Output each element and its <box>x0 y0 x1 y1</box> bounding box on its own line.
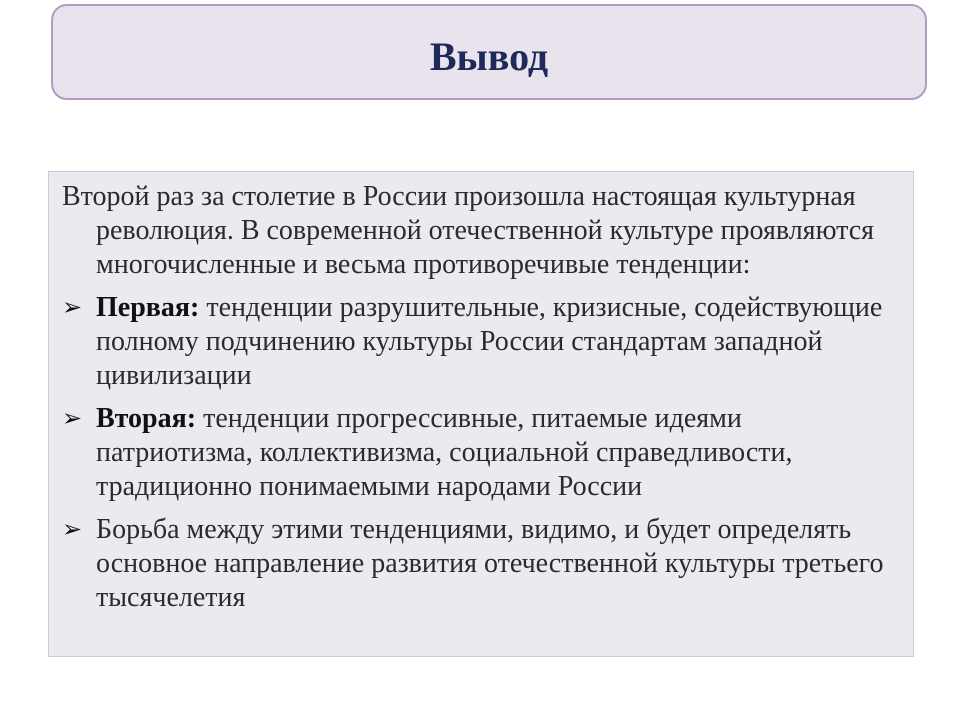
bullet-lead: Вторая: <box>96 403 197 434</box>
bullet-item-second <box>62 402 899 504</box>
bullet-lead: Первая: <box>96 292 200 323</box>
arrow-bullet-icon: ➢ <box>62 406 83 432</box>
bullet-item-third <box>62 513 899 615</box>
bullet-text: тенденции прогрессивные, питаемые идеями патриотизма, коллективизма, социальной справедливости, традиционно понимаемыми народами России <box>96 403 793 502</box>
bullet-item-first <box>62 291 899 393</box>
slide-content-box <box>48 171 914 657</box>
slide-title-box <box>51 4 927 100</box>
arrow-bullet-icon: ➢ <box>62 295 83 321</box>
arrow-bullet-icon: ➢ <box>62 517 83 543</box>
bullet-text: Борьба между этими тенденциями, видимо, и будет определять основное направление развития отечественной культуры третьего тысячелетия <box>96 514 884 613</box>
intro-paragraph: Второй раз за столетие в России произошла настоящая культурная революция. В современной отечественной культуре проявляются многочисленные и весьма противоречивые тенденции: <box>62 181 874 280</box>
bullet-text: тенденции разрушительные, кризисные, содействующие полному подчинению культуры России стандартам западной цивилизации <box>96 292 883 391</box>
slide-title: Вывод <box>429 33 549 79</box>
